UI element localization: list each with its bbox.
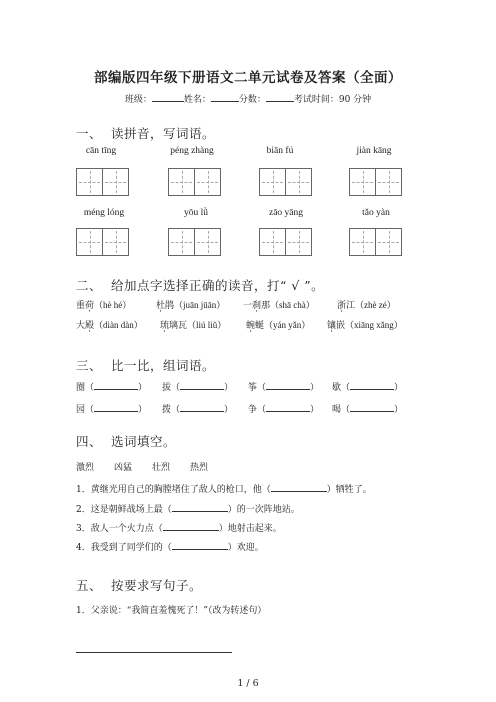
- writing-grid-6[interactable]: [168, 228, 221, 256]
- student-info-line: [0, 92, 496, 105]
- name-blank[interactable]: [211, 92, 239, 102]
- compare-item[interactable]: 圈（ ）: [76, 383, 148, 393]
- fill-sentence-1: 1．黄继光用自己的胸膛堵住了敌人的枪口，他（ ）牺牲了。: [76, 482, 372, 495]
- word-bank: [76, 460, 228, 473]
- grid-cell[interactable]: [349, 168, 376, 196]
- answer-line[interactable]: [76, 652, 232, 653]
- pinyin-7: zāo yāng: [268, 208, 304, 218]
- answer-blank[interactable]: [94, 381, 138, 390]
- reading-choice[interactable]: 镶嵌（xiāng xǎng）: [327, 320, 403, 331]
- writing-grid-5[interactable]: [76, 228, 129, 256]
- compare-item[interactable]: 筝（ ）: [248, 383, 320, 393]
- word-bank-item: 热烈: [190, 463, 209, 473]
- compare-item[interactable]: 拨（ ）: [162, 405, 234, 415]
- compare-item[interactable]: 园（ ）: [76, 405, 148, 415]
- reading-choice[interactable]: 琉璃瓦（liú liǔ）: [160, 320, 227, 331]
- section-2-heading: 二、 给加点字选择正确的读音，打“ √ ”。: [76, 278, 325, 293]
- grid-cell[interactable]: [76, 228, 103, 256]
- name-label: 姓名：: [183, 95, 211, 105]
- section-3-heading: 三、 比一比，组词语。: [76, 358, 215, 373]
- pinyin-5: méng lóng: [83, 208, 125, 218]
- grid-cell[interactable]: [285, 228, 312, 256]
- compare-item[interactable]: 拔（ ）: [162, 383, 234, 393]
- grid-cell[interactable]: [102, 228, 129, 256]
- grid-cell[interactable]: [349, 228, 376, 256]
- pinyin-8: tǎo yàn: [362, 208, 390, 218]
- compare-item[interactable]: 歇（ ）: [332, 383, 404, 393]
- writing-grid-3[interactable]: [259, 168, 312, 196]
- section-5-heading: 五、 按要求写句子。: [76, 578, 202, 593]
- reading-choice[interactable]: 重荷（hè hé）: [76, 300, 132, 311]
- answer-blank[interactable]: [172, 540, 228, 550]
- grid-cell[interactable]: [168, 168, 195, 196]
- score-blank[interactable]: [266, 92, 294, 102]
- pinyin-2: péng zhàng: [170, 146, 214, 156]
- section-1-heading: 一、 读拼音，写词语。: [76, 126, 215, 141]
- pinyin-4: jiàn kāng: [356, 146, 392, 156]
- answer-blank[interactable]: [180, 403, 224, 412]
- writing-grid-8[interactable]: [349, 228, 402, 256]
- answer-blank[interactable]: [266, 381, 310, 390]
- grid-cell[interactable]: [375, 168, 402, 196]
- word-bank-item: 壮烈: [152, 463, 171, 473]
- word-bank-item: 凶猛: [114, 463, 133, 473]
- writing-grid-4[interactable]: [349, 168, 402, 196]
- grid-cell[interactable]: [259, 228, 286, 256]
- answer-blank[interactable]: [350, 381, 394, 390]
- pinyin-3: biān fú: [266, 146, 294, 156]
- answer-blank[interactable]: [94, 403, 138, 412]
- class-label: 班级：: [124, 95, 152, 105]
- section-4-heading: 四、 选词填空。: [76, 434, 176, 449]
- page-title: 部编版四年级下册语文二单元试卷及答案（全面）: [94, 70, 402, 86]
- fill-sentence-3: 3．敌人一个火力点（ ）地射击起来。: [76, 521, 282, 534]
- grid-cell[interactable]: [194, 168, 221, 196]
- score-label: 分数：: [238, 95, 266, 105]
- writing-grid-2[interactable]: [168, 168, 221, 196]
- reading-choice[interactable]: 杜鹃（juān jūān）: [156, 300, 226, 311]
- answer-blank[interactable]: [271, 482, 327, 492]
- grid-cell[interactable]: [285, 168, 312, 196]
- grid-cell[interactable]: [168, 228, 195, 256]
- grid-cell[interactable]: [375, 228, 402, 256]
- reading-choice[interactable]: 大殿（diàn dàn）: [76, 320, 143, 331]
- answer-blank[interactable]: [163, 521, 219, 531]
- answer-blank[interactable]: [172, 502, 228, 512]
- answer-blank[interactable]: [180, 381, 224, 390]
- pinyin-6: yōu lǜ: [183, 208, 208, 218]
- fill-sentence-2: 2．这是朝鲜战场上最（ ）的一次阵地站。: [76, 502, 300, 515]
- reading-choice[interactable]: 浙江（zhè zé）: [337, 300, 396, 311]
- rewrite-prompt: 1．父亲说：“我简直羞愧死了！”（改为转述句）: [76, 606, 267, 616]
- grid-cell[interactable]: [194, 228, 221, 256]
- word-bank-item: 激烈: [76, 463, 95, 473]
- time-label: 考试时间：90 分钟: [293, 95, 372, 105]
- grid-cell[interactable]: [76, 168, 103, 196]
- answer-blank[interactable]: [266, 403, 310, 412]
- writing-grid-7[interactable]: [259, 228, 312, 256]
- grid-cell[interactable]: [259, 168, 286, 196]
- compare-item[interactable]: 喝（ ）: [332, 405, 404, 415]
- answer-blank[interactable]: [350, 403, 394, 412]
- reading-choice[interactable]: 一刹那（shā chà）: [243, 300, 315, 311]
- grid-cell[interactable]: [102, 168, 129, 196]
- writing-grid-1[interactable]: [76, 168, 129, 196]
- reading-choice[interactable]: 蜿蜒（yán yǎn）: [246, 320, 311, 331]
- pinyin-1: cān tīng: [85, 146, 117, 156]
- class-blank[interactable]: [152, 92, 184, 102]
- compare-item[interactable]: 争（ ）: [248, 405, 320, 415]
- fill-sentence-4: 4．我受到了同学们的（ ）欢迎。: [76, 540, 264, 553]
- page-number: 1 / 6: [237, 678, 259, 689]
